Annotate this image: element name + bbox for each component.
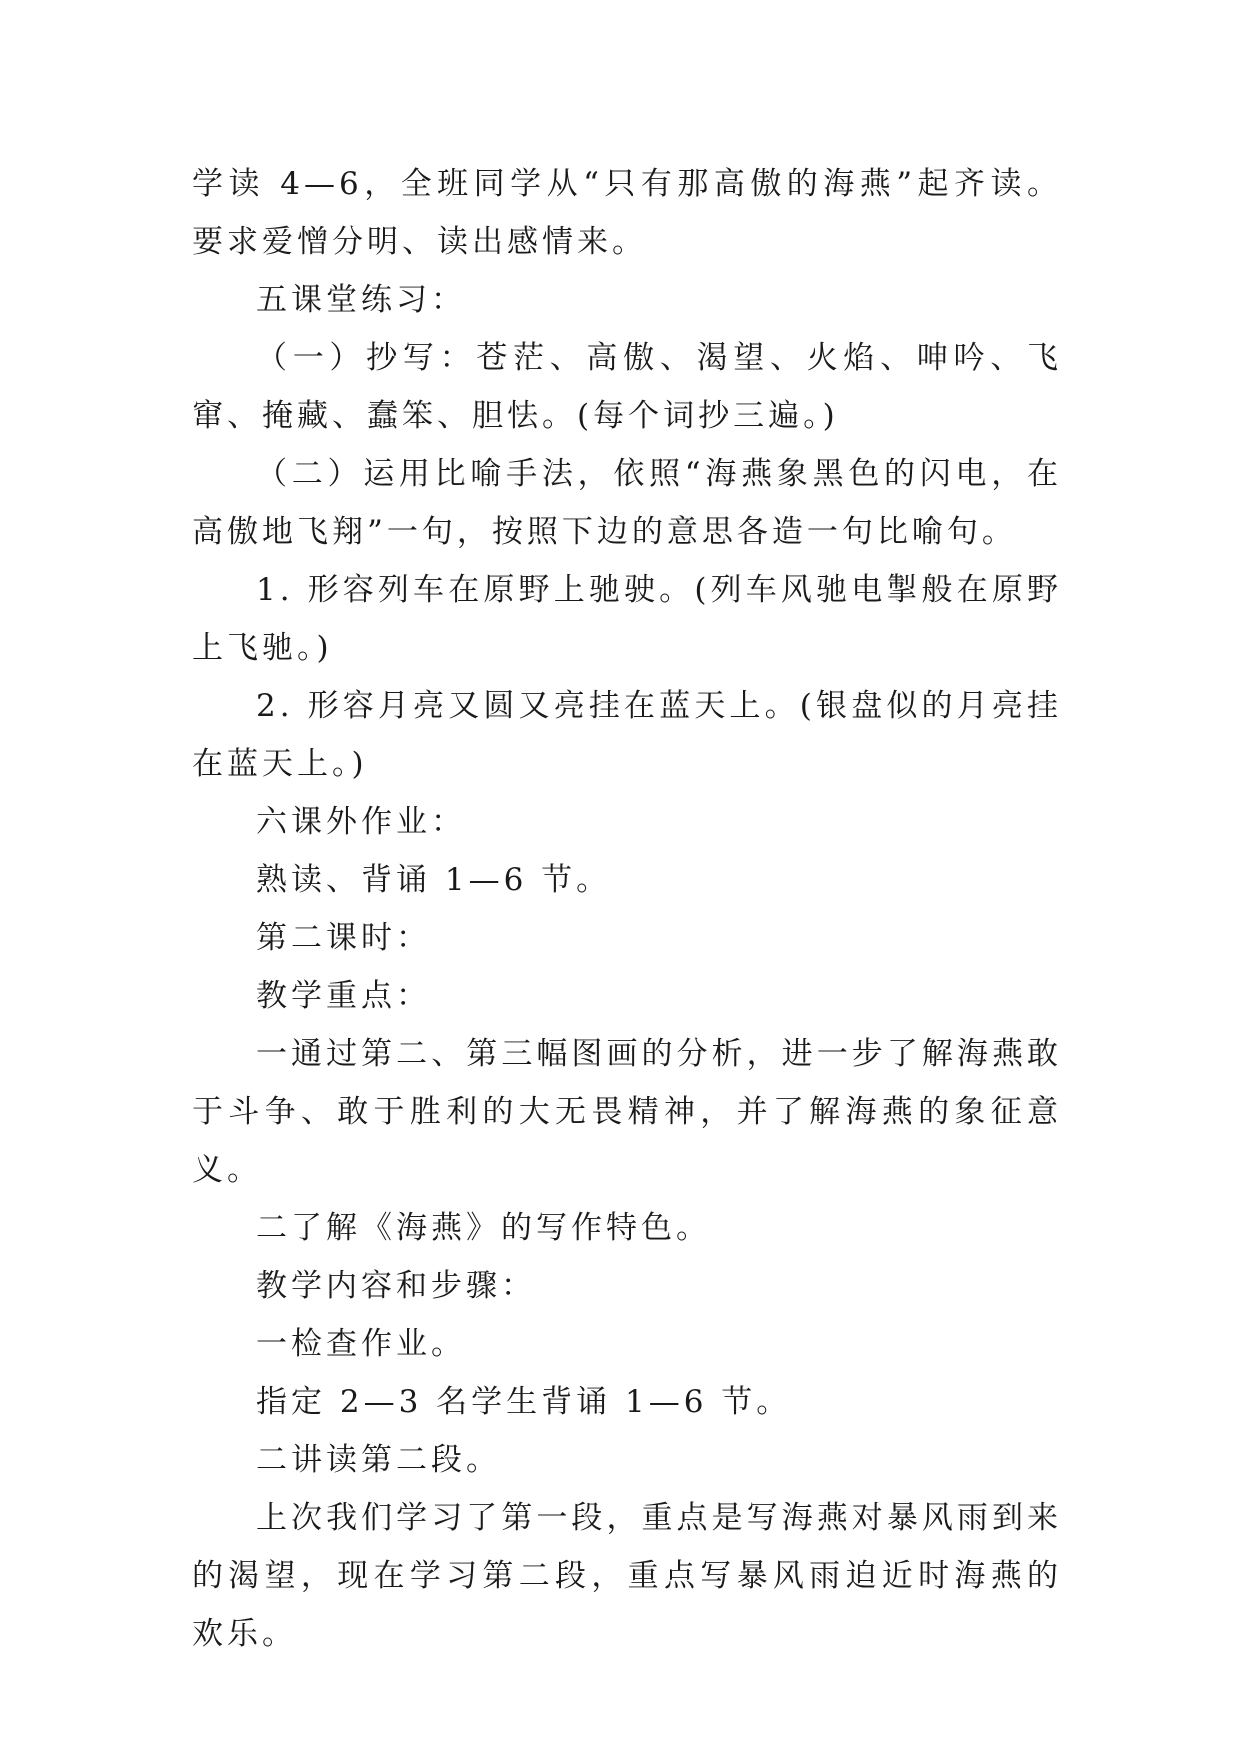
heading-second-lesson: 第二课时：: [256, 920, 431, 956]
paragraph-example-moon: 2. 形容月亮又圆又亮挂在蓝天上。(银盘似的月亮挂在蓝天上。): [192, 688, 1062, 782]
heading-content-steps: 教学内容和步骤：: [256, 1268, 536, 1304]
paragraph-check-homework: 一检查作业。: [256, 1326, 466, 1362]
paragraph-focus-two: 二了解《海燕》的写作特色。: [256, 1210, 711, 1246]
paragraph-recite: 熟读、背诵 1—6 节。: [256, 862, 612, 898]
paragraph-focus-one: 一通过第二、第三幅图画的分析，进一步了解海燕敢于斗争、敢于胜利的大无畏精神，并了解海燕的象征意义。: [192, 1036, 1062, 1188]
paragraph-second-section: 二讲读第二段。: [256, 1442, 501, 1478]
document-body: [192, 155, 1062, 1663]
paragraph-assign-students: 指定 2—3 名学生背诵 1—6 节。: [256, 1384, 792, 1420]
heading-homework: 六课外作业：: [256, 804, 466, 840]
heading-teaching-focus: 教学重点：: [256, 978, 431, 1014]
paragraph-copy-words: （一）抄写：苍茫、高傲、渴望、火焰、呻吟、飞窜、掩藏、蠢笨、胆怯。(每个词抄三遍。): [192, 340, 1062, 434]
paragraph-review-summary: 上次我们学习了第一段，重点是写海燕对暴风雨到来的渴望，现在学习第二段，重点写暴风雨迫近时海燕的欢乐。: [192, 1500, 1062, 1652]
paragraph-metaphor-task: （二）运用比喻手法，依照“海燕象黑色的闪电，在高傲地飞翔”一句，按照下边的意思各造一句比喻句。: [192, 456, 1062, 550]
heading-classroom-exercise: 五课堂练习：: [256, 282, 466, 318]
paragraph-example-train: 1. 形容列车在原野上驰驶。(列车风驰电掣般在原野上飞驰。): [192, 572, 1062, 666]
paragraph-reading-instruction: 学读 4—6，全班同学从“只有那高傲的海燕”起齐读。要求爱憎分明、读出感情来。: [192, 166, 1062, 260]
